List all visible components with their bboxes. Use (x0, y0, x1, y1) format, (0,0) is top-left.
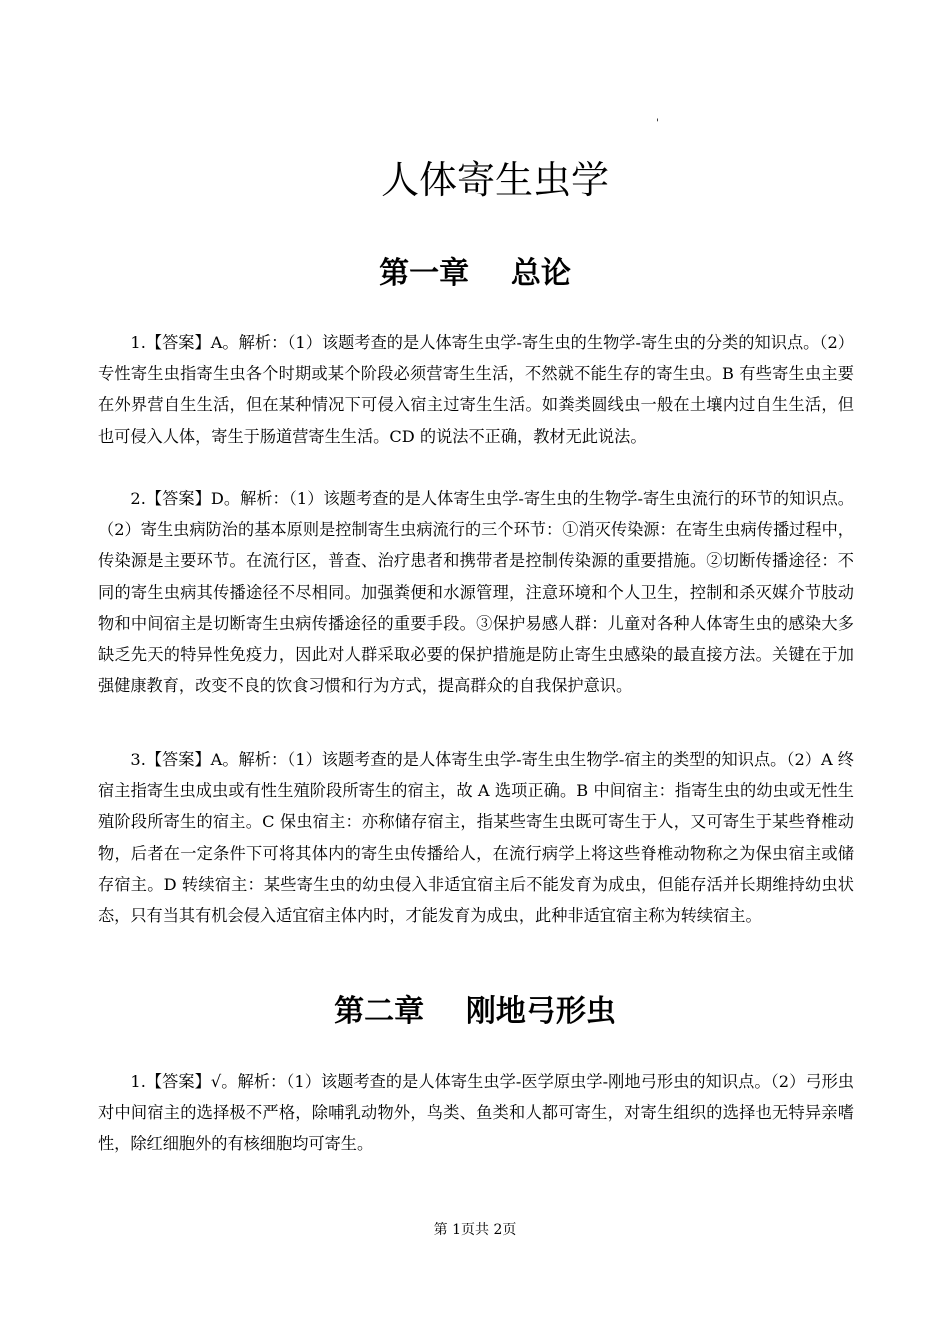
document-title: 人体寄生虫学 (380, 158, 609, 202)
answer-paragraph-1-3: 3.【答案】A。解析：（1）该题考查的是人体寄生虫学-寄生虫生物学-宿主的类型的知识点。（2）A 终宿主指寄生虫成虫或有性生殖阶段所寄生的宿主，故 A 选项正确。B 中间宿主：指寄生虫的幼虫或无性生殖阶段所寄生的宿主。C 保虫宿主：亦称储存宿主，指某些寄生虫既可寄生于人，又可寄生于某些脊椎动物，后者在一定条件下可将其体内的寄生虫传播给人，在流行病学上将这些脊椎动物称之为保虫宿主或储存宿主。D 转续宿主：某些寄生虫的幼虫侵入非适宜宿主后不能发育为成虫，但能存活并长期维持幼虫状态，只有当其有机会侵入适宜宿主体内时，才能发育为成虫，此种非适宜宿主称为转续宿主。 (98, 750, 854, 926)
answer-paragraph-1-2: 2.【答案】D。解析：（1）该题考查的是人体寄生虫学-寄生虫的生物学-寄生虫流行的环节的知识点。（2）寄生虫病防治的基本原则是控制寄生虫病流行的三个环节：①消灭传染源：在寄生虫病传播过程中，传染源是主要环节。在流行区，普查、治疗患者和携带者是控制传染源的重要措施。②切断传播途径：不同的寄生虫病其传播途径不尽相同。加强粪便和水源管理，注意环境和个人卫生，控制和杀灭媒介节肢动物和中间宿主是切断寄生虫病传播途径的重要手段。③保护易感人群：儿童对各种人体寄生虫的感染大多缺乏先天的特异性免疫力，因此对人群采取必要的保护措施是防止寄生虫感染的最直接方法。关键在于加强健康教育，改变不良的饮食习惯和行为方式，提高群众的自我保护意识。 (98, 489, 854, 696)
answer-paragraph-1-1: 1.【答案】A。解析：（1）该题考查的是人体寄生虫学-寄生虫的生物学-寄生虫的分类的知识点。（2）专性寄生虫指寄生虫各个时期或某个阶段必须营寄生生活，不然就不能生存的寄生虫。B 有些寄生虫主要在外界营自生生活，但在某种情况下可侵入宿主过寄生生活。如粪类圆线虫一般在土壤内过自生生活，但也可侵入人体，寄生于肠道营寄生生活。CD 的说法不正确，教材无此说法。 (98, 333, 854, 446)
chapter-heading-2: 第二章 刚地弓形虫 (334, 994, 616, 1029)
page-footer: 第 1页共 2页 (433, 1222, 517, 1238)
answer-paragraph-2-1: 1.【答案】√。解析：（1）该题考查的是人体寄生虫学-医学原虫学-刚地弓形虫的知识点。（2）弓形虫对中间宿主的选择极不严格，除哺乳动物外，鸟类、鱼类和人都可寄生，对寄生组织的选择也无特异亲嗜性，除红细胞外的有核细胞均可寄生。 (98, 1072, 854, 1154)
header-mark: ' (656, 118, 659, 129)
chapter-heading-1: 第一章 总论 (379, 256, 571, 291)
